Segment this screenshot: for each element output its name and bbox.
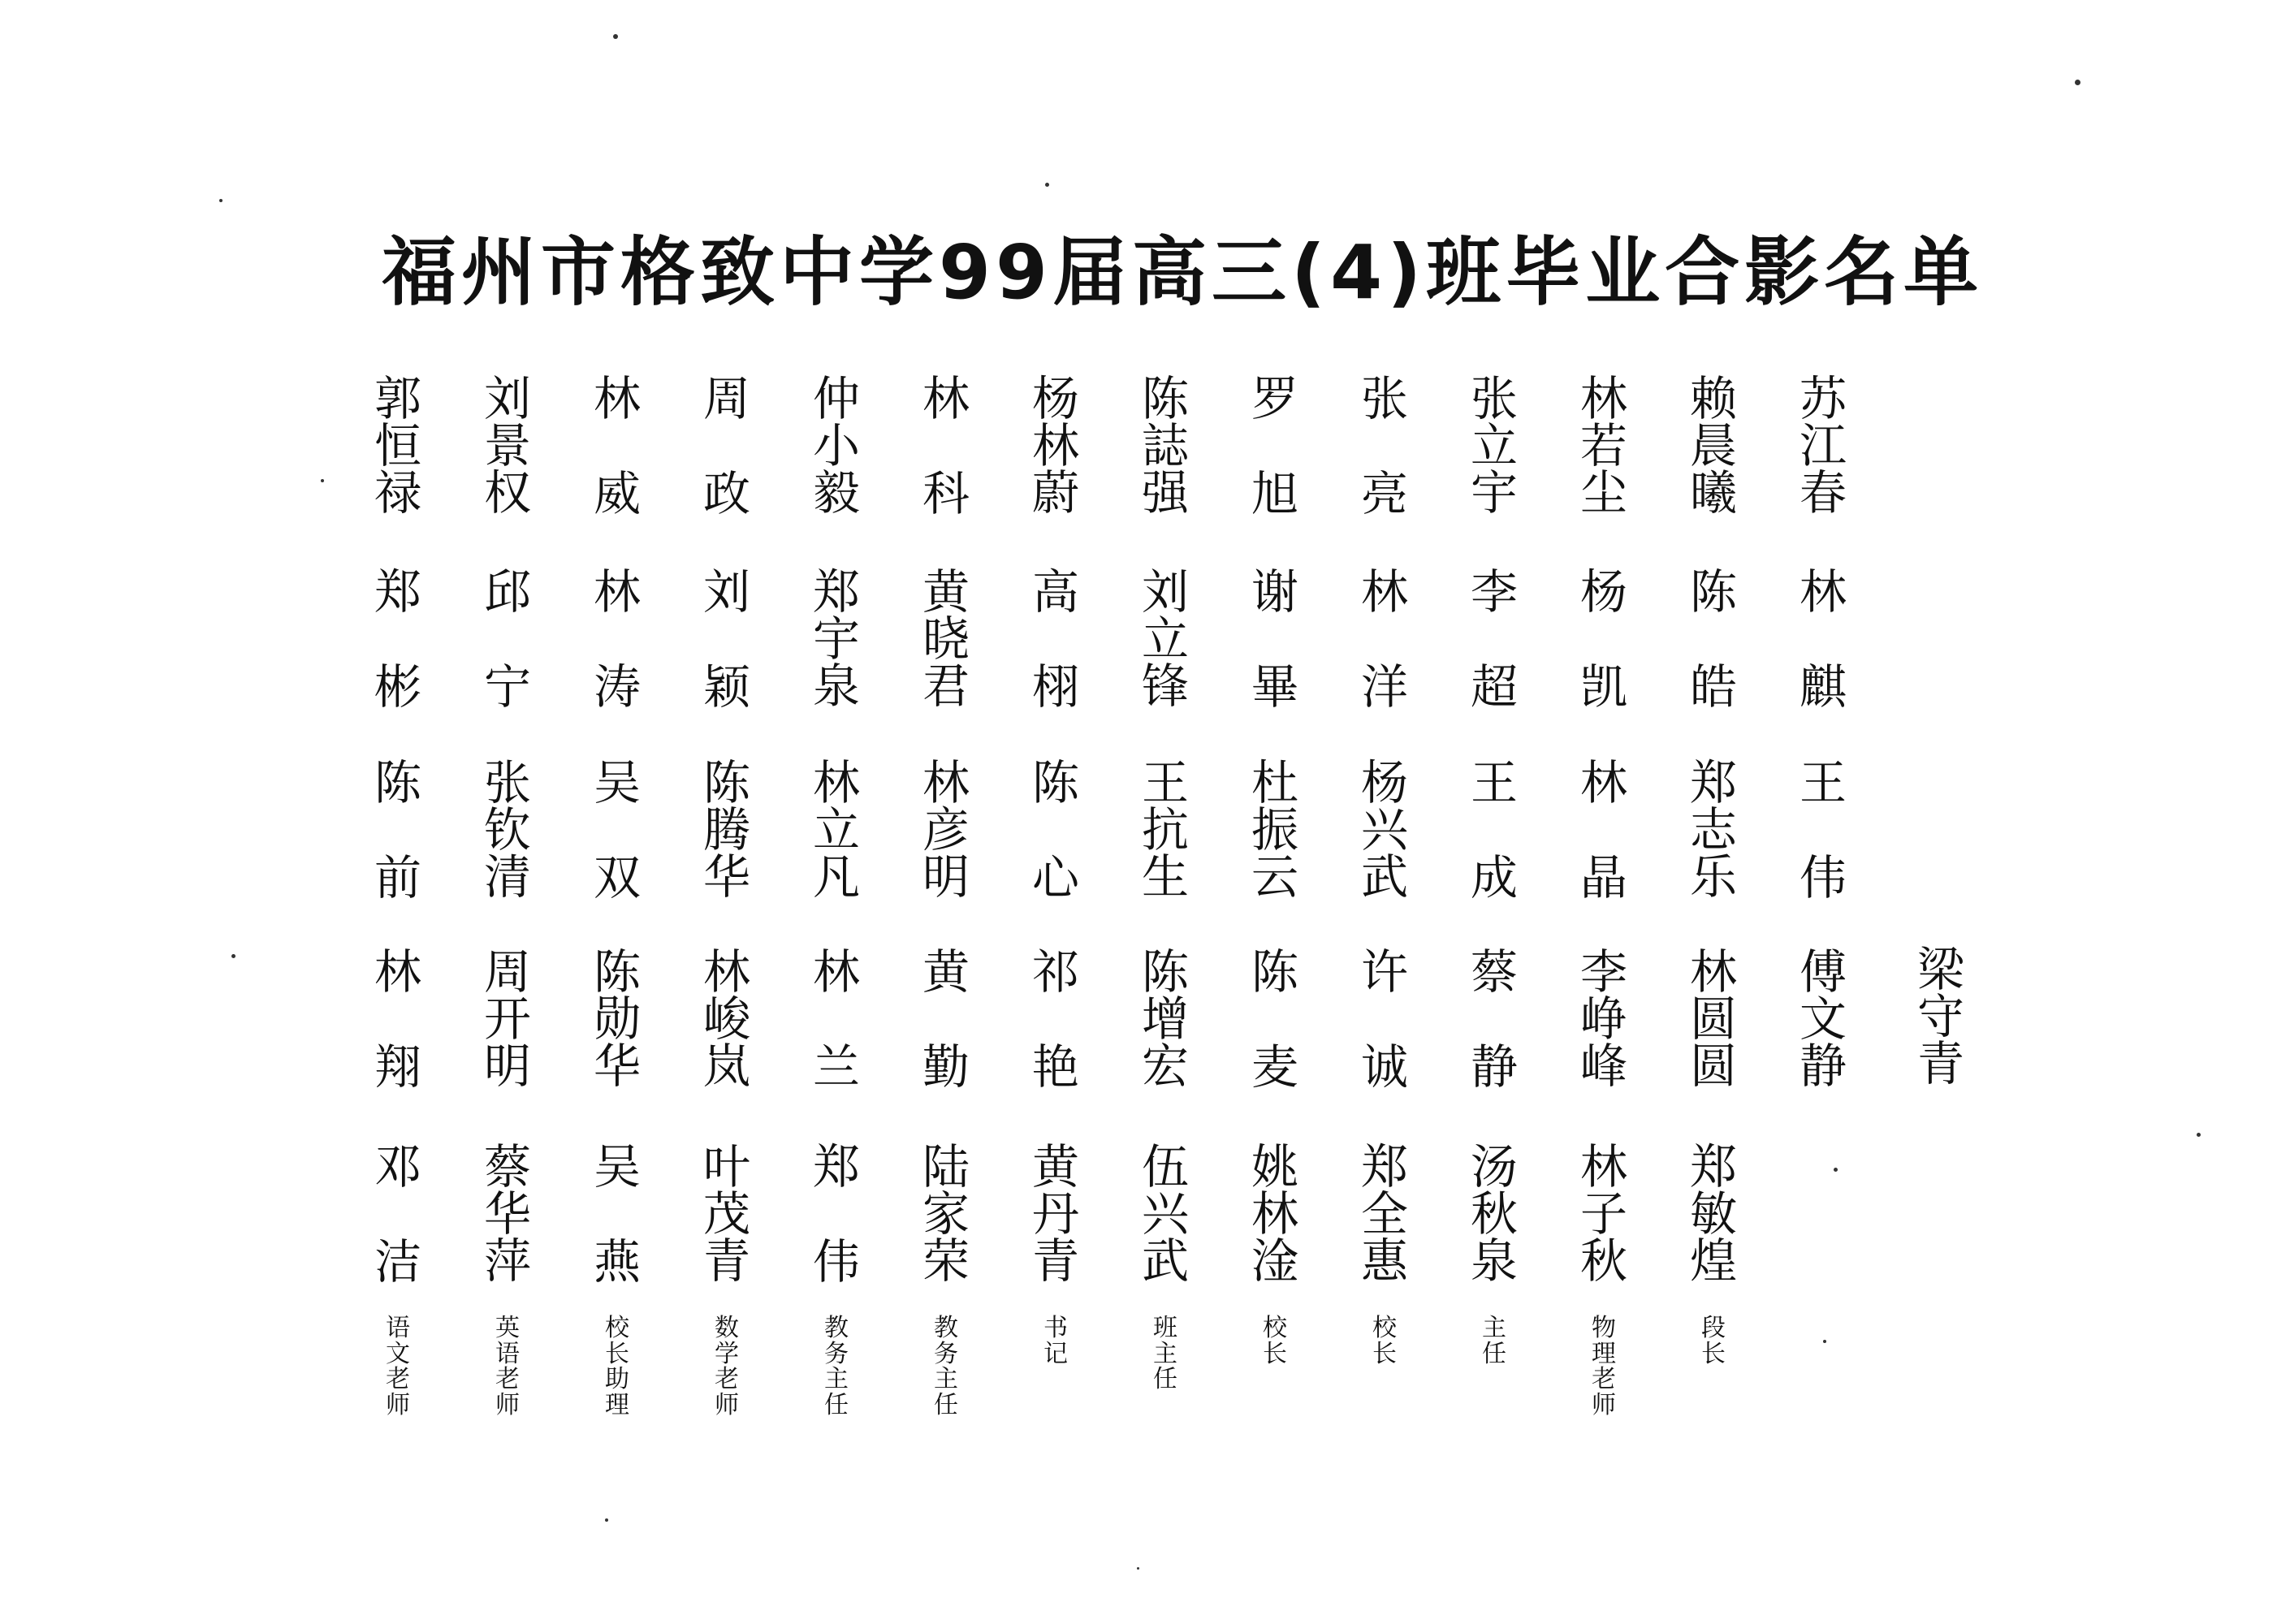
name-entry: 邓 洁 [374, 1139, 421, 1289]
staff-role-label: 校 长 [1263, 1314, 1287, 1368]
speck [1045, 183, 1049, 187]
staff-role-label: 校 长 助 理 [605, 1314, 629, 1419]
name-entry: 张 钦 清 [483, 755, 531, 905]
name-entry: 许 诚 [1360, 944, 1408, 1095]
name-entry: 杨 林 蔚 [1031, 371, 1079, 520]
name-entry: 张 立 宇 [1470, 371, 1518, 520]
name-entry: 林 翔 [374, 944, 421, 1095]
name-entry: 刘 景 权 [483, 371, 531, 520]
staff-role-label: 数 学 老 师 [715, 1314, 739, 1419]
name-entry: 林 立 凡 [812, 755, 860, 905]
name-entry: 陈 前 [374, 755, 421, 905]
name-entry: 林 晶 [1579, 755, 1627, 905]
name-entry: 苏 江 春 [1799, 371, 1847, 520]
speck [605, 1518, 608, 1522]
name-entry: 陈 皓 [1689, 564, 1737, 715]
name-entry: 陈 誌 强 [1141, 371, 1189, 520]
name-entry: 杜 振 云 [1251, 755, 1298, 905]
speck [2197, 1133, 2201, 1137]
name-entry: 郑 伟 [812, 1139, 860, 1289]
name-entry: 陈 增 宏 [1141, 944, 1189, 1094]
name-entry: 罗 旭 [1251, 371, 1298, 521]
name-entry: 林 圆 圆 [1689, 944, 1737, 1094]
name-entry: 王 伟 [1799, 755, 1847, 905]
name-entry: 陈 麦 [1251, 944, 1298, 1095]
name-entry: 陈 心 [1031, 755, 1079, 905]
name-entry: 吴 双 [593, 755, 641, 905]
staff-role-label: 物 理 老 师 [1592, 1314, 1616, 1419]
name-entry: 郑 宇 泉 [812, 564, 860, 714]
name-entry: 叶 茂 青 [702, 1139, 750, 1289]
staff-role-label: 教 务 主 任 [934, 1314, 958, 1419]
name-entry: 谢 畢 [1251, 564, 1298, 715]
staff-role-label: 班 主 任 [1153, 1314, 1177, 1393]
name-entry: 王 成 [1470, 755, 1518, 905]
name-entry: 李 峥 峰 [1579, 944, 1627, 1094]
name-entry: 林 兰 [812, 944, 860, 1095]
name-entry: 林 洋 [1360, 564, 1408, 715]
name-entry: 林 科 [922, 371, 970, 521]
speck [219, 199, 223, 202]
name-entry: 郭 恒 禄 [374, 371, 421, 520]
name-entry: 王 抗 生 [1141, 755, 1189, 905]
speck [1823, 1340, 1826, 1343]
staff-role-label: 英 语 老 师 [495, 1314, 520, 1419]
staff-role-label: 语 文 老 师 [386, 1314, 410, 1419]
name-entry: 蔡 静 [1470, 944, 1518, 1095]
name-entry: 黄 晓 君 [922, 564, 970, 714]
name-entry: 林 威 [593, 371, 641, 521]
name-entry: 刘 颖 [702, 564, 750, 715]
name-entry: 伍 兴 武 [1141, 1139, 1189, 1289]
speck [321, 479, 324, 482]
name-entry: 刘 立 锋 [1141, 564, 1189, 714]
name-entry: 林 彦 明 [922, 755, 970, 905]
name-entry: 李 超 [1470, 564, 1518, 715]
staff-role-label: 书 记 [1043, 1314, 1068, 1368]
name-entry: 陈 勋 华 [593, 944, 641, 1094]
name-entry: 郑 志 乐 [1689, 755, 1737, 905]
name-entry: 陈 腾 华 [702, 755, 750, 905]
name-entry: 杨 兴 武 [1360, 755, 1408, 905]
name-entry: 祁 艳 [1031, 944, 1079, 1095]
name-entry: 郑 敏 煌 [1689, 1139, 1737, 1289]
page-title: 福州市格致中学99届高三(4)班毕业合影名单 [382, 229, 1984, 316]
extra-name: 梁 守 青 [1916, 942, 1964, 1091]
speck [231, 954, 235, 958]
name-entry: 郑 全 惠 [1360, 1139, 1408, 1289]
name-entry: 林 麒 [1799, 564, 1847, 715]
name-entry: 蔡 华 萍 [483, 1139, 531, 1289]
speck [1834, 1168, 1838, 1172]
name-entry: 傅 文 静 [1799, 944, 1847, 1094]
name-entry: 周 开 明 [483, 944, 531, 1094]
name-entry: 仲 小 毅 [812, 371, 860, 520]
name-entry: 吴 燕 [593, 1139, 641, 1289]
staff-role-label: 校 长 [1372, 1314, 1397, 1368]
name-entry: 邱 宁 [483, 564, 531, 715]
name-entry: 汤 秋 泉 [1470, 1139, 1518, 1289]
staff-role-label: 主 任 [1482, 1314, 1506, 1368]
staff-role-label: 段 长 [1701, 1314, 1726, 1368]
name-entry: 陆 家 荣 [922, 1139, 970, 1289]
name-entry: 林 子 秋 [1579, 1139, 1627, 1289]
name-entry: 林 峻 岚 [702, 944, 750, 1094]
speck [1137, 1567, 1139, 1570]
name-entry: 张 亮 [1360, 371, 1408, 521]
name-entry: 郑 彬 [374, 564, 421, 715]
name-entry: 周 政 [702, 371, 750, 521]
name-entry: 黄 丹 青 [1031, 1139, 1079, 1289]
name-entry: 姚 林 淦 [1251, 1139, 1298, 1289]
speck [2075, 80, 2080, 85]
name-entry: 林 涛 [593, 564, 641, 715]
name-entry: 赖 晨 曦 [1689, 371, 1737, 520]
name-entry: 黄 勤 [922, 944, 970, 1095]
staff-role-label: 教 务 主 任 [824, 1314, 849, 1419]
speck [613, 34, 618, 39]
name-entry: 林 若 尘 [1579, 371, 1627, 520]
name-entry: 杨 凯 [1579, 564, 1627, 715]
name-entry: 高 栩 [1031, 564, 1079, 715]
